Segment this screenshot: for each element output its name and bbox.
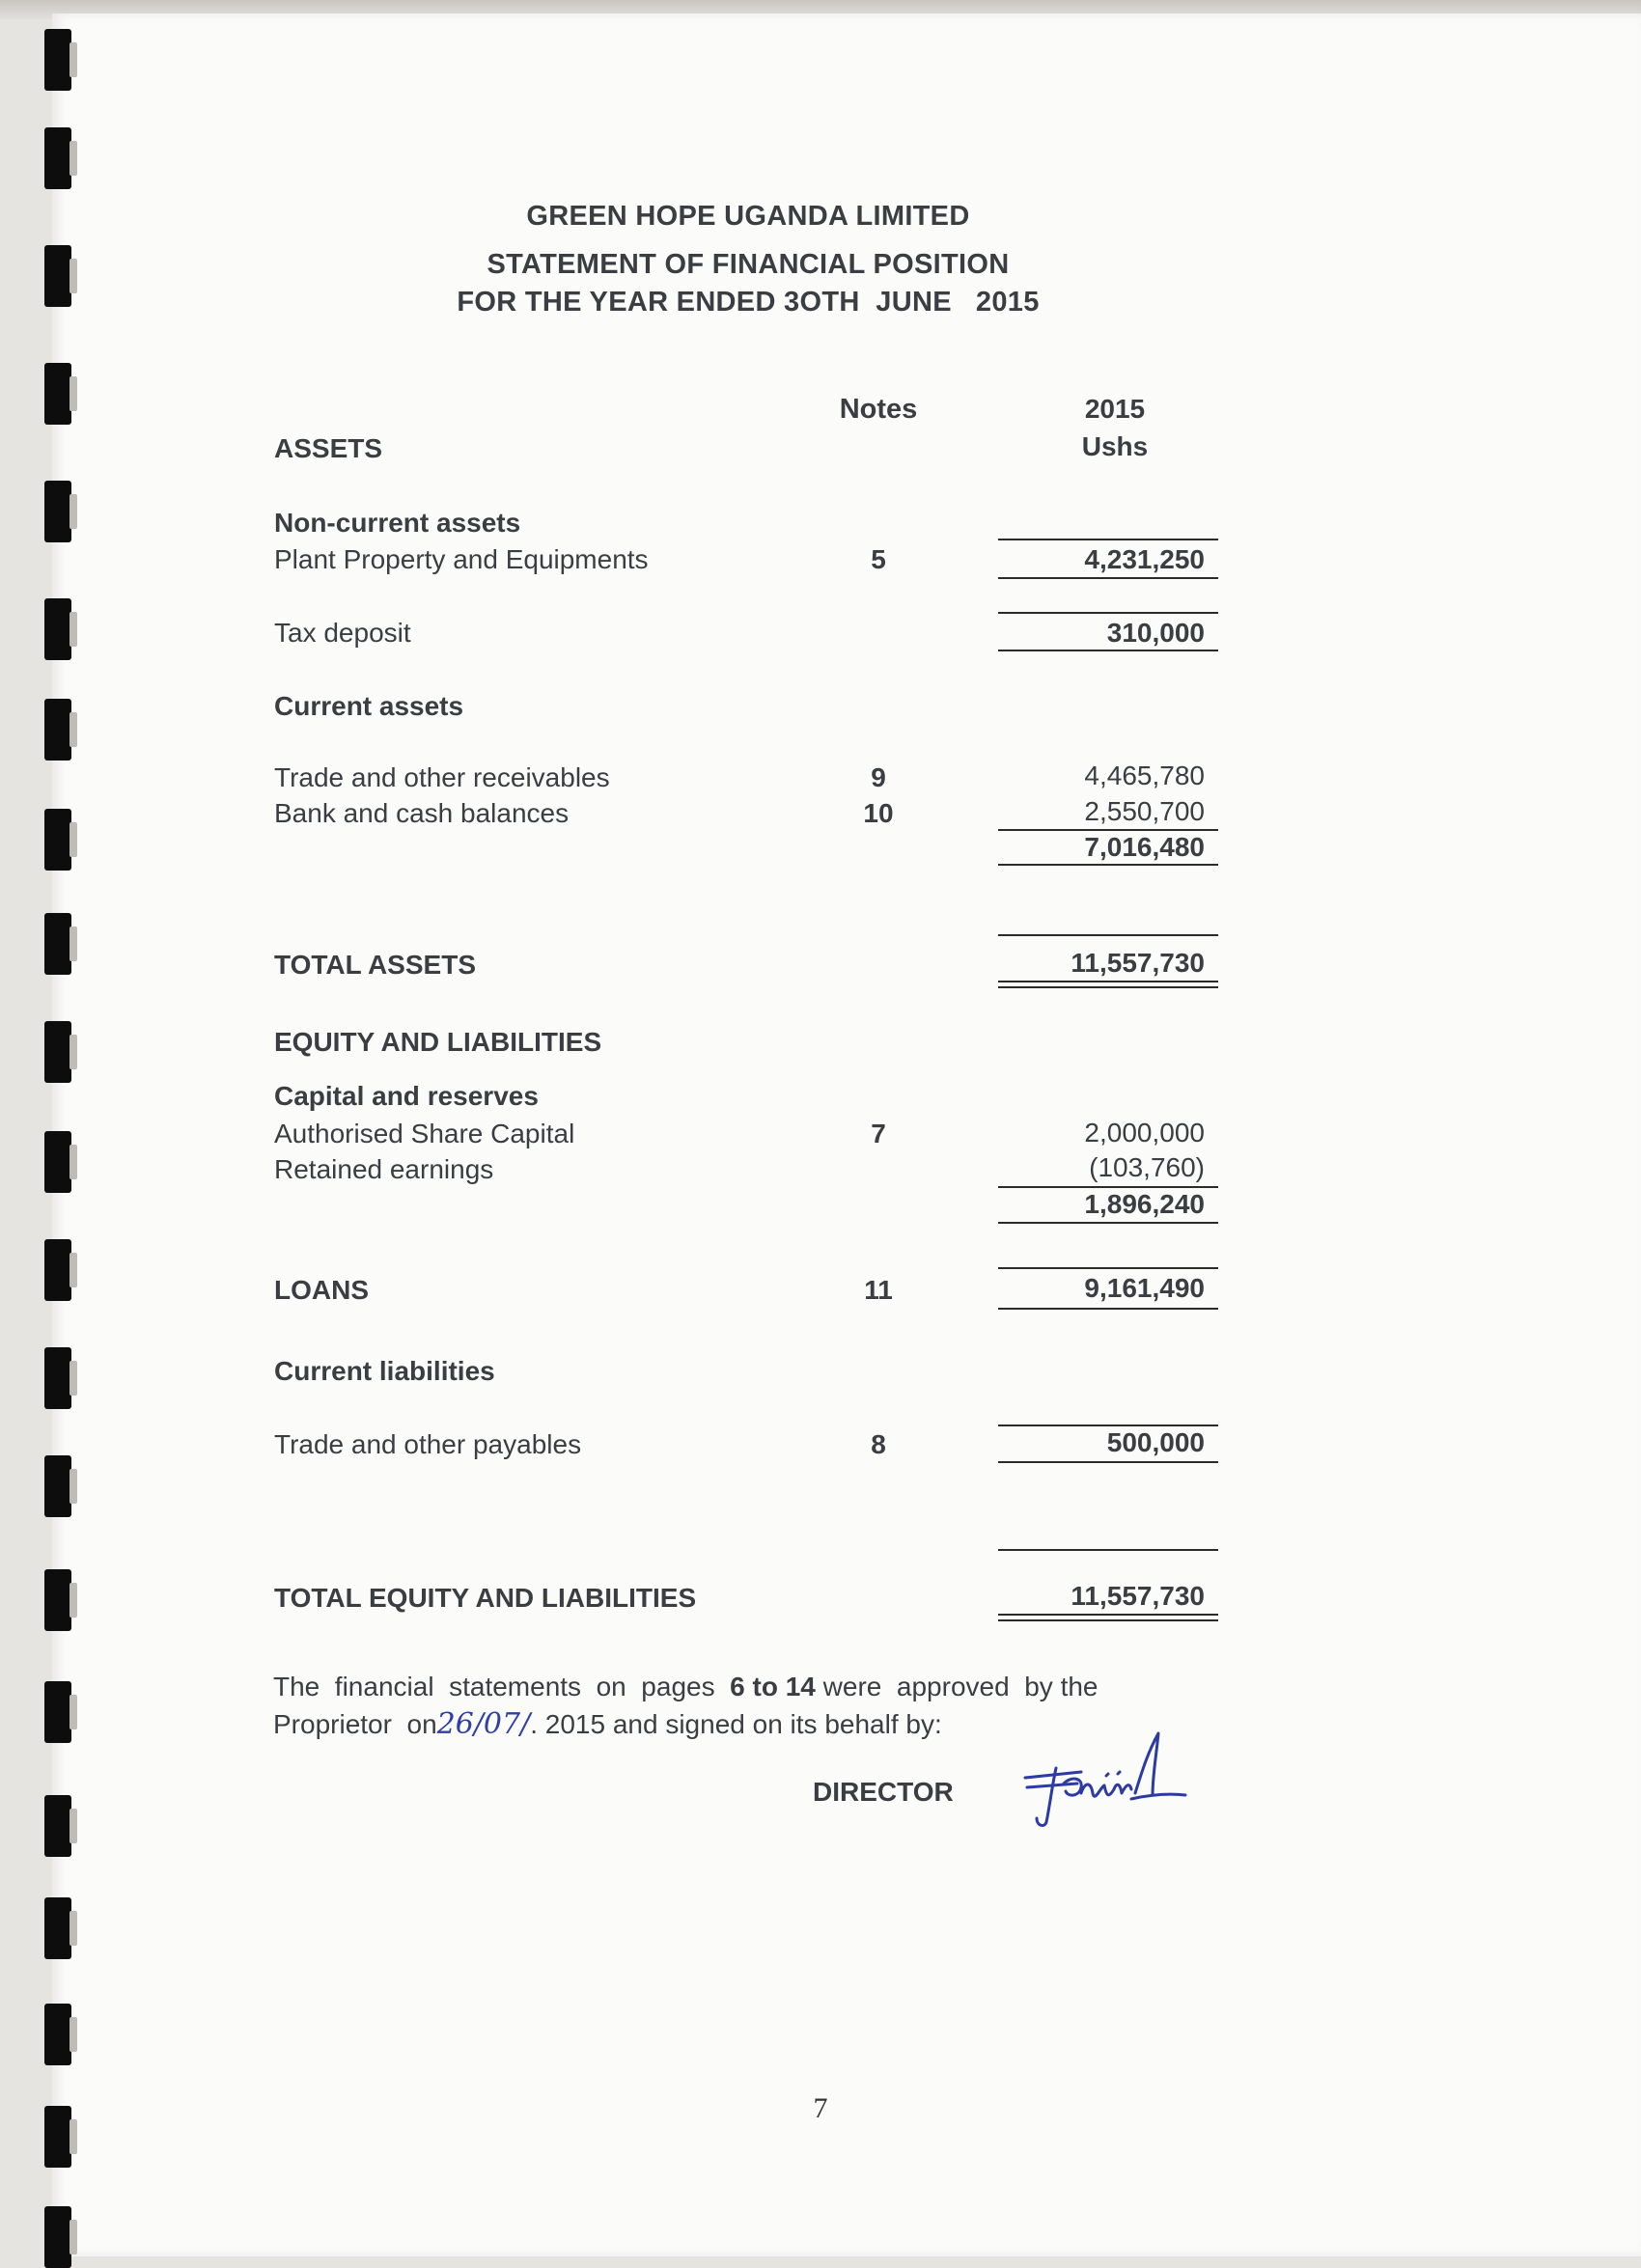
approval-line-1 (273, 1668, 1190, 1705)
loans-note: 11 (864, 1275, 893, 1305)
bank-cash-label: Bank and cash balances (274, 798, 570, 828)
total-equity-liabilities-amount: 11,557,730 (1071, 1581, 1205, 1611)
loans-bottom-rule (998, 1308, 1218, 1310)
capital-total: 1,896,240 (1084, 1189, 1205, 1219)
binding-ring (44, 1897, 71, 1959)
ppe-bottom-rule (998, 577, 1218, 579)
binding-ring (44, 1795, 71, 1857)
bank-cash-note: 10 (863, 798, 894, 828)
loans-amount: 9,161,490 (1084, 1273, 1205, 1303)
tax-deposit-amount: 310,000 (1106, 618, 1205, 648)
tax-top-rule (998, 612, 1218, 614)
non-current-assets-heading: Non-current assets (274, 508, 521, 538)
current-assets-heading: Current assets (274, 691, 464, 721)
spiral-binding (0, 0, 77, 2256)
payables-top-rule (998, 1424, 1218, 1426)
equity-liabilities-heading: EQUITY AND LIABILITIES (274, 1027, 602, 1057)
approval-text-end: were approved by the (822, 1672, 1099, 1701)
binding-ring (44, 1681, 71, 1743)
approval-proprietor-text: Proprietor on (273, 1709, 437, 1739)
current-subtotal-bottom-rule (998, 864, 1218, 866)
ppe-top-rule (998, 539, 1218, 540)
binding-ring (44, 2106, 71, 2168)
share-capital-amount: 2,000,000 (1084, 1118, 1205, 1148)
ppe-note: 5 (871, 544, 886, 574)
tax-bottom-rule (998, 650, 1218, 651)
receivables-note: 9 (871, 762, 886, 792)
share-capital-note: 7 (871, 1119, 886, 1148)
binding-ring (44, 2206, 71, 2268)
binding-ring (44, 29, 71, 91)
company-name: GREEN HOPE UGANDA LIMITED (526, 201, 970, 232)
total-assets-label: TOTAL ASSETS (274, 950, 476, 980)
statement-period: FOR THE YEAR ENDED 3OTH JUNE 2015 (457, 287, 1040, 318)
retained-earnings-amount: (103,760) (1089, 1152, 1205, 1182)
binding-ring (44, 699, 71, 761)
currency-column-header: Ushs (1081, 431, 1149, 461)
binding-ring (44, 598, 71, 660)
payables-label: Trade and other payables (274, 1429, 582, 1459)
current-assets-total: 7,016,480 (1084, 832, 1205, 862)
ppe-label: Plant Property and Equipments (274, 544, 649, 574)
total-assets-amount: 11,557,730 (1071, 948, 1205, 978)
total-el-double-rule (998, 1614, 1218, 1621)
director-label: DIRECTOR (813, 1777, 954, 1807)
payables-amount: 500,000 (1106, 1427, 1205, 1457)
binding-ring (44, 1021, 71, 1083)
binding-ring (44, 1131, 71, 1193)
current-subtotal-top-rule (998, 829, 1218, 831)
share-capital-label: Authorised Share Capital (274, 1119, 575, 1148)
bank-cash-amount: 2,550,700 (1084, 796, 1205, 826)
capital-subtotal-top-rule (998, 1186, 1218, 1188)
loans-top-rule (998, 1267, 1218, 1269)
total-assets-top-rule (998, 934, 1218, 936)
director-signature (1014, 1726, 1197, 1838)
approval-signed-text: . 2015 and signed on its behalf by: (530, 1709, 942, 1739)
binding-ring (44, 913, 71, 975)
tax-deposit-label: Tax deposit (274, 618, 411, 648)
payables-note: 8 (871, 1429, 886, 1459)
page-number: 7 (813, 2092, 828, 2124)
binding-ring (44, 1455, 71, 1517)
binding-ring (44, 481, 71, 542)
approval-text-start: The financial statements on pages (273, 1672, 715, 1701)
receivables-amount: 4,465,780 (1084, 761, 1205, 790)
payables-bottom-rule (998, 1461, 1218, 1463)
statement-title: STATEMENT OF FINANCIAL POSITION (487, 249, 1010, 280)
capital-subtotal-bottom-rule (998, 1222, 1218, 1224)
binding-ring (44, 245, 71, 307)
notes-column-header: Notes (839, 394, 918, 425)
receivables-label: Trade and other receivables (274, 762, 610, 792)
binding-ring (44, 1347, 71, 1409)
assets-heading: ASSETS (274, 433, 383, 463)
approval-pages: 6 to 14 (730, 1672, 816, 1701)
binding-ring (44, 363, 71, 425)
loans-label: LOANS (274, 1275, 369, 1305)
binding-ring (44, 2004, 71, 2065)
capital-reserves-heading: Capital and reserves (274, 1081, 539, 1111)
total-el-top-rule (998, 1549, 1218, 1551)
ppe-amount: 4,231,250 (1084, 544, 1205, 574)
year-column-header: 2015 (1084, 394, 1146, 424)
total-equity-liabilities-label: TOTAL EQUITY AND LIABILITIES (274, 1583, 697, 1613)
binding-ring (44, 809, 71, 871)
retained-earnings-label: Retained earnings (274, 1154, 494, 1184)
total-assets-double-rule (998, 981, 1218, 988)
binding-ring (44, 127, 71, 189)
handwritten-date: 26/07/ (436, 1707, 531, 1741)
current-liabilities-heading: Current liabilities (274, 1356, 495, 1386)
binding-ring (44, 1569, 71, 1631)
binding-ring (44, 1239, 71, 1301)
